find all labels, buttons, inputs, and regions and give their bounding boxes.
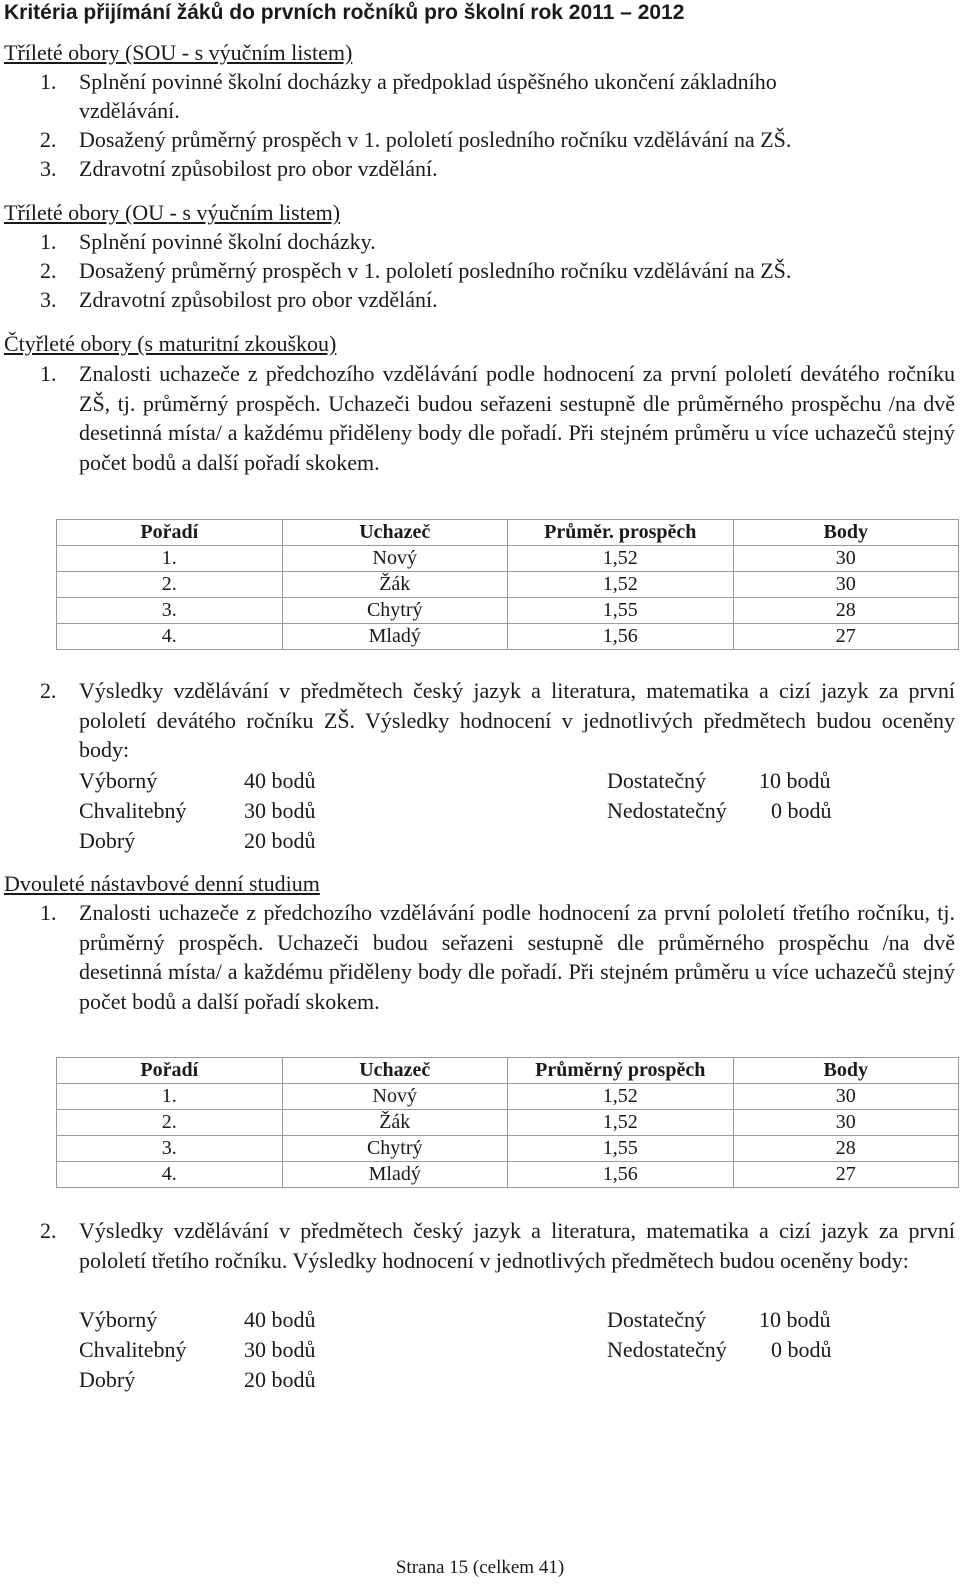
table-cell: Chytrý (282, 598, 508, 624)
table-cell: 1,55 (508, 598, 734, 624)
section-heading-ou: Tříleté obory (OU - s výučním listem) (4, 200, 341, 225)
table-cell: 4. (57, 624, 283, 650)
table-row (57, 598, 959, 624)
list-item-text: Splnění povinné školní docházky a předpoklad úspěšného ukončení základního (79, 69, 777, 94)
grade-label: Dostatečný (607, 768, 706, 793)
grade-label: Výborný (79, 768, 158, 793)
table-cell: 1. (57, 1084, 283, 1110)
list-item-text: Dosažený průměrný prospěch v 1. pololetí posledního ročníku vzdělávání na ZŠ. (79, 258, 792, 283)
table-header-row (57, 520, 959, 546)
table-row (57, 1136, 959, 1162)
list-number: 3. (40, 287, 57, 312)
list-number: 1. (40, 229, 57, 254)
column-header: Průměrný prospěch (508, 1058, 734, 1084)
grade-label: Nedostatečný (607, 1337, 727, 1362)
table-row (57, 546, 959, 572)
grade-points: 0 bodů (771, 1337, 832, 1362)
grade-label: Dostatečný (607, 1307, 706, 1332)
column-header: Body (733, 520, 959, 546)
table-cell: 2. (57, 1110, 283, 1136)
column-header: Průměr. prospěch (508, 520, 734, 546)
grade-points: 20 bodů (244, 1367, 316, 1392)
section-heading-sou: Tříleté obory (SOU - s výučním listem) (4, 40, 353, 65)
table-cell: Žák (282, 1110, 508, 1136)
table-cell: 28 (733, 598, 959, 624)
list-number: 1. (40, 900, 57, 925)
table-cell: 30 (733, 1110, 959, 1136)
table-cell: 30 (733, 572, 959, 598)
list-item-text: Dosažený průměrný prospěch v 1. pololetí posledního ročníku vzdělávání na ZŠ. (79, 127, 792, 152)
list-number: 2. (40, 258, 57, 283)
paragraph-criteria: Znalosti uchazeče z předchozího vzdělávání podle hodnocení za první pololetí devátého ročníku ZŠ, tj. průměrný prospěch. Uchazeči budou seřazeni sestupně dle průměrného prospěchu /na dvě desetinná místa/ a každému přiděleny body dle pořadí. Při stejném průměru u více uchazečů stejný počet bodů a další pořadí skokem. (79, 361, 955, 475)
grade-label: Chvalitebný (79, 1337, 187, 1362)
grade-points: 30 bodů (244, 1337, 316, 1362)
grade-label: Dobrý (79, 1367, 136, 1392)
table-cell: Chytrý (282, 1136, 508, 1162)
grade-label: Nedostatečný (607, 798, 727, 823)
table-cell: Mladý (282, 624, 508, 650)
grade-points: 40 bodů (244, 1307, 316, 1332)
list-item-text: vzdělávání. (79, 98, 180, 123)
ranking-table (56, 1057, 959, 1188)
list-number: 3. (40, 156, 57, 181)
grade-points: 30 bodů (244, 798, 316, 823)
table-row (57, 1084, 959, 1110)
grade-label: Dobrý (79, 828, 136, 853)
grade-label: Výborný (79, 1307, 158, 1332)
table-cell: 30 (733, 1084, 959, 1110)
page-title: Kritéria přijímání žáků do prvních ročníků pro školní rok 2011 – 2012 (4, 1, 685, 24)
list-number: 1. (40, 69, 57, 94)
column-header: Pořadí (57, 1058, 283, 1084)
ranking-table (56, 519, 959, 650)
table-cell: 4. (57, 1162, 283, 1188)
column-header: Pořadí (57, 520, 283, 546)
table-row (57, 572, 959, 598)
table-cell: 3. (57, 1136, 283, 1162)
column-header: Uchazeč (282, 1058, 508, 1084)
list-number: 2. (40, 127, 57, 152)
table-cell: 2. (57, 572, 283, 598)
section-heading-two-year: Dvouleté nástavbové denní studium (4, 871, 320, 896)
grade-points: 10 bodů (759, 768, 831, 793)
table-cell: 1,52 (508, 546, 734, 572)
table-row (57, 1110, 959, 1136)
grade-points: 0 bodů (771, 798, 832, 823)
grade-label: Chvalitebný (79, 798, 187, 823)
section-heading-four-year: Čtyřleté obory (s maturitní zkouškou) (4, 331, 337, 356)
paragraph-results: Výsledky vzdělávání v předmětech český jazyk a literatura, matematika a cizí jazyk za první pololetí třetího ročníku. Výsledky hodnocení v jednotlivých předmětech budou oceněny body: (79, 1218, 955, 1273)
table-cell: 30 (733, 546, 959, 572)
list-number: 2. (40, 678, 57, 703)
table-cell: Mladý (282, 1162, 508, 1188)
table-cell: 1,52 (508, 572, 734, 598)
list-item-text: Zdravotní způsobilost pro obor vzdělání. (79, 287, 438, 312)
table-cell: 28 (733, 1136, 959, 1162)
list-item-text: Zdravotní způsobilost pro obor vzdělání. (79, 156, 438, 181)
table-cell: 27 (733, 1162, 959, 1188)
table-cell: 1,56 (508, 624, 734, 650)
table-cell: Nový (282, 546, 508, 572)
list-number: 1. (40, 361, 57, 386)
table-cell: Žák (282, 572, 508, 598)
grade-points: 40 bodů (244, 768, 316, 793)
page-footer: Strana 15 (celkem 41) (395, 1557, 565, 1578)
table-cell: 1,56 (508, 1162, 734, 1188)
table-header-row (57, 1058, 959, 1084)
table-cell: 1,52 (508, 1110, 734, 1136)
table-cell: 3. (57, 598, 283, 624)
table-cell: 1,55 (508, 1136, 734, 1162)
paragraph-results: Výsledky vzdělávání v předmětech český jazyk a literatura, matematika a cizí jazyk za první pololetí devátého ročníku ZŠ. Výsledky hodnocení v jednotlivých předmětech budou oceněny body: (79, 678, 955, 762)
paragraph-criteria: Znalosti uchazeče z předchozího vzdělávání podle hodnocení za první pololetí třetího ročníku, tj. průměrný prospěch. Uchazeči budou seřazeni sestupně dle průměrného prospěchu /na dvě desetinná místa/ a každému přiděleny body dle pořadí. Při stejném průměru u více uchazečů stejný počet bodů a další pořadí skokem. (79, 900, 955, 1014)
table-cell: 1,52 (508, 1084, 734, 1110)
table-cell: Nový (282, 1084, 508, 1110)
grade-points: 10 bodů (759, 1307, 831, 1332)
table-cell: 1. (57, 546, 283, 572)
table-row (57, 1162, 959, 1188)
table-cell: 27 (733, 624, 959, 650)
column-header: Body (733, 1058, 959, 1084)
table-row (57, 624, 959, 650)
column-header: Uchazeč (282, 520, 508, 546)
list-item-text: Splnění povinné školní docházky. (79, 229, 376, 254)
grade-points: 20 bodů (244, 828, 316, 853)
list-number: 2. (40, 1218, 57, 1243)
